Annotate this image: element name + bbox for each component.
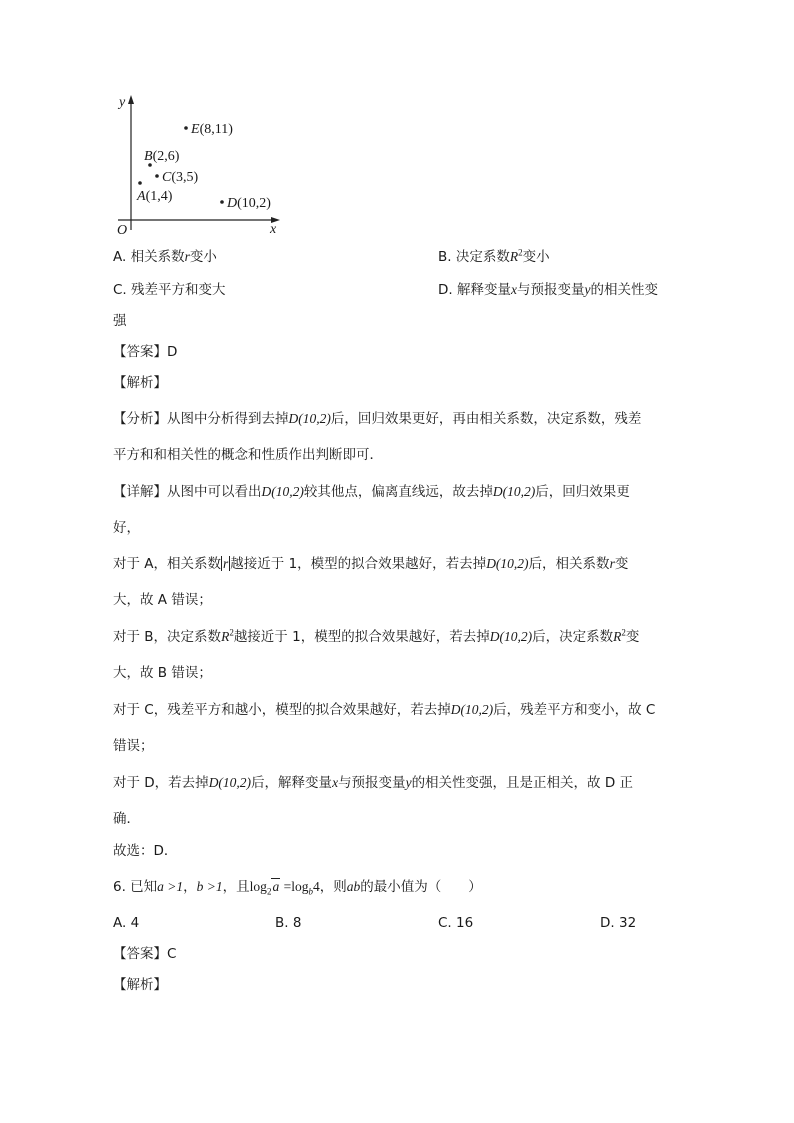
q5-xiangjie-line1: 【详解】从图中可以看出D(10,2)较其他点，偏离直线远，故去掉D(10,2)后，回归效果更 xyxy=(113,484,630,500)
point-d xyxy=(220,200,224,204)
q5-option-c: C. 残差平方和变大 xyxy=(113,282,226,298)
q6-answer: 【答案】C xyxy=(113,946,177,962)
point-d-label: D(10,2) xyxy=(227,196,271,211)
point-e xyxy=(184,126,188,130)
q6-option-c: C. 16 xyxy=(438,915,474,931)
y-axis-arrow xyxy=(128,95,134,104)
q5-b-line1: 对于 B，决定系数$R^2$越接近于 1，模型的拟合效果越好，若去掉D(10,2)后，决定系数$R^2$变 xyxy=(113,627,640,645)
point-a-label: A(1,4) xyxy=(137,189,173,204)
q6-stem: 6. 已知a >1，b >1，且$\log_2a =\log_b4$，则ab的最小值为（ ） xyxy=(113,879,482,897)
q5-choice: 故选：D． xyxy=(113,843,178,859)
q6-option-a: A. 4 xyxy=(113,915,140,931)
q5-xiangjie-line2: 好， xyxy=(113,520,140,536)
point-a xyxy=(138,181,142,185)
q6-option-b: B. 8 xyxy=(275,915,302,931)
x-axis-label: x xyxy=(270,222,277,237)
y-axis-label: y xyxy=(119,95,126,110)
q5-a-line1: 对于 A，相关系数 r 越接近于 1，模型的拟合效果越好，若去掉D(10,2)后，相关系数r变 xyxy=(113,556,629,572)
point-c-label: C(3,5) xyxy=(162,170,199,185)
scatter-figure xyxy=(110,90,300,240)
q5-fenxi-line1: 【分析】从图中分析得到去掉D(10,2)后，回归效果更好，再由相关系数，决定系数，残差 xyxy=(113,411,642,427)
q5-option-d-cont: 强 xyxy=(113,313,127,329)
q5-b-line2: 大，故 B 错误； xyxy=(113,665,212,681)
q5-fenxi-line2: 平方和和相关性的概念和性质作出判断即可． xyxy=(113,447,383,463)
q5-c-line1: 对于 C，残差平方和越小，模型的拟合效果越好，若去掉D(10,2)后，残差平方和变小，故 C xyxy=(113,702,656,718)
q5-option-b: B. 决定系数$R^2$变小 xyxy=(438,247,550,265)
point-c xyxy=(155,174,159,178)
q6-option-d: D. 32 xyxy=(600,915,637,931)
q5-a-line2: 大，故 A 错误； xyxy=(113,592,212,608)
origin-label: O xyxy=(117,223,128,238)
q5-c-line2: 错误； xyxy=(113,738,154,754)
q5-option-d: D. 解释变量x与预报变量y的相关性变 xyxy=(438,282,658,298)
q5-option-a: A. 相关系数r变小 xyxy=(113,249,217,265)
q5-d-line1: 对于 D，若去掉D(10,2)后，解释变量x与预报变量y的相关性变强，且是正相关，故 D 正 xyxy=(113,775,634,791)
q5-analysis-label: 【解析】 xyxy=(113,375,167,391)
q5-d-line2: 确． xyxy=(113,811,140,827)
q5-answer: 【答案】D xyxy=(113,344,178,360)
point-b-label: B(2,6) xyxy=(144,149,180,164)
point-e-label: E(8,11) xyxy=(191,122,233,137)
q6-analysis-label: 【解析】 xyxy=(113,977,167,993)
